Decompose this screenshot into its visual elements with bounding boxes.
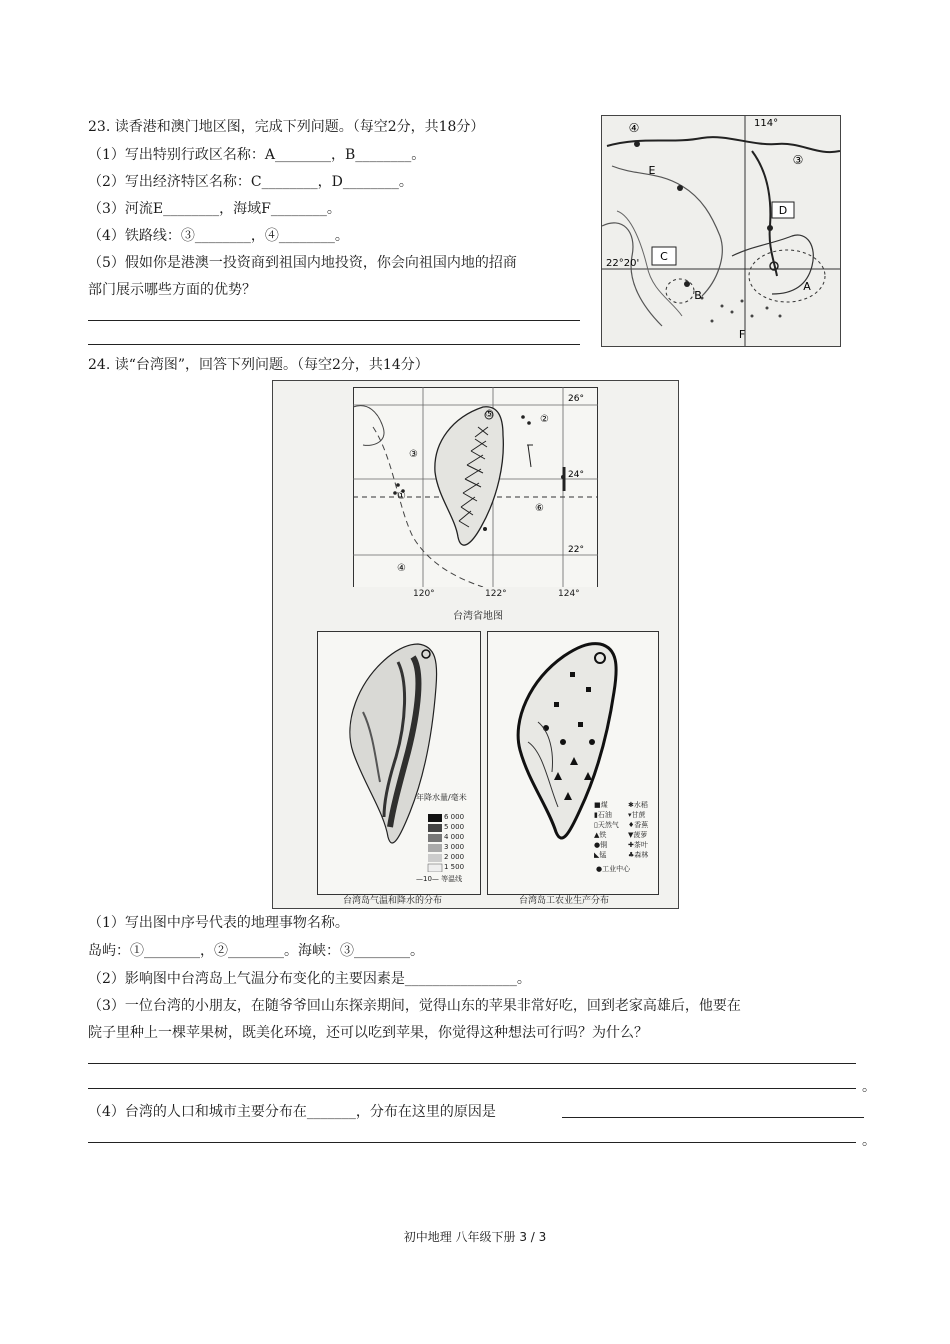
lat-label-22: 22° — [568, 545, 584, 555]
q23-line-5: （5）假如你是港澳一投资商到祖国内地投资，你会向祖国内地的招商 — [88, 255, 517, 271]
climate-map-caption: 台湾岛气温和降水的分布 — [343, 896, 443, 906]
climate-map — [317, 631, 481, 895]
map-label-3: ③ — [792, 153, 804, 167]
isotherm-label: —10— 等温线 — [416, 875, 463, 883]
map-marker-2: ② — [540, 414, 549, 425]
q24-answer-line — [562, 1117, 864, 1118]
map-lon-label: 114° — [754, 118, 779, 129]
legend-item: ✚茶叶 — [628, 841, 648, 849]
legend-title: 年降水量/毫米 — [416, 793, 467, 802]
map-label-B: B — [694, 289, 702, 302]
taiwan-figure — [272, 380, 679, 909]
map-marker-1: ① — [397, 491, 406, 502]
q24-end-mark: 。 — [862, 1133, 876, 1149]
legend-item: ●铜 — [594, 841, 608, 849]
taiwan-province-map — [353, 387, 598, 587]
q24-part-3b: 院子里种上一棵苹果树，既美化环境，还可以吃到苹果，你觉得这种想法可行吗？为什么？ — [88, 1025, 648, 1041]
q24-part-1b: 岛屿：①________，②________。海峡：③________。 — [88, 943, 424, 959]
legend-item: ■煤 — [594, 801, 608, 809]
page-footer: 初中地理 八年级下册 3 / 3 — [403, 1230, 547, 1244]
q23-title: 23. 读香港和澳门地区图，完成下列问题。（每空2分，共18分） — [88, 119, 485, 135]
q24-part-4: （4）台湾的人口和城市主要分布在_______，分布在这里的原因是 — [88, 1104, 496, 1120]
q23-answer-line — [88, 320, 580, 321]
map-marker-4: ④ — [397, 563, 406, 574]
map-label-4: ④ — [628, 121, 640, 135]
lat-label-26: 26° — [568, 394, 584, 404]
legend-item: ▮石油 — [594, 811, 612, 819]
lon-label-122: 122° — [485, 589, 507, 599]
map-label-F: F — [738, 328, 746, 341]
industry-map — [487, 631, 659, 895]
q24-end-mark: 。 — [862, 1079, 876, 1095]
lon-label-124: 124° — [558, 589, 580, 599]
map-label-A: A — [803, 280, 811, 293]
q23-line-2: （2）写出经济特区名称：C________，D________。 — [88, 174, 413, 190]
legend-left-list — [594, 800, 619, 860]
legend-center: ●工业中心 — [596, 865, 631, 873]
legend-value: 1 500 — [444, 863, 465, 871]
legend-item: ▾甘蔗 — [628, 811, 646, 819]
q24-answer-line — [88, 1063, 856, 1064]
legend-values — [444, 812, 464, 872]
legend-value: 2 000 — [444, 853, 465, 861]
lon-label-120: 120° — [413, 589, 435, 599]
hk-macau-map — [601, 115, 841, 347]
legend-value: 6 000 — [444, 813, 465, 821]
map-marker-6: ⑥ — [535, 503, 544, 514]
legend-right-list — [628, 800, 648, 860]
q23-answer-line — [88, 344, 580, 345]
q23-line-6: 部门展示哪些方面的优势？ — [88, 282, 256, 298]
legend-item: ♦香蕉 — [628, 821, 649, 829]
legend-item: ▯天然气 — [594, 821, 619, 829]
q24-part-3a: （3）一位台湾的小朋友，在随爷爷回山东探亲期间，觉得山东的苹果非常好吃，回到老家高雄后，他要在 — [88, 998, 741, 1014]
q24-answer-line — [88, 1088, 856, 1089]
q24-title: 24. 读“台湾图”，回答下列问题。（每空2分，共14分） — [88, 357, 429, 373]
industry-map-caption: 台湾岛工农业生产分布 — [519, 896, 610, 906]
map-lat-label: 22°20' — [606, 258, 640, 269]
q23-line-3: （3）河流E________，海域F________。 — [88, 201, 341, 217]
q24-answer-line — [88, 1142, 856, 1143]
q24-part-2: （2）影响图中台湾岛上气温分布变化的主要因素是________________。 — [88, 971, 531, 987]
legend-item: ▲铁 — [594, 831, 607, 839]
map-label-D: D — [778, 204, 788, 217]
map-marker-5: ⑤ — [485, 409, 494, 420]
map-main-caption: 台湾省地图 — [453, 611, 503, 622]
legend-value: 4 000 — [444, 833, 465, 841]
map-label-C: C — [660, 250, 668, 263]
q23-line-1: （1）写出特别行政区名称：A________，B________。 — [88, 147, 426, 163]
map-label-E: E — [648, 164, 656, 177]
map-marker-3: ③ — [409, 449, 418, 460]
legend-item: ◣锰 — [594, 851, 607, 859]
legend-value: 3 000 — [444, 843, 465, 851]
q24-part-1: （1）写出图中序号代表的地理事物名称。 — [88, 915, 349, 931]
q23-line-4: （4）铁路线：③________，④________。 — [88, 228, 349, 244]
legend-item: ♣森林 — [628, 851, 649, 859]
legend-value: 5 000 — [444, 823, 465, 831]
legend-item: ✱水稻 — [628, 801, 648, 809]
legend-item: ▼菠萝 — [628, 831, 648, 839]
lat-label-24: 24° — [568, 470, 584, 480]
